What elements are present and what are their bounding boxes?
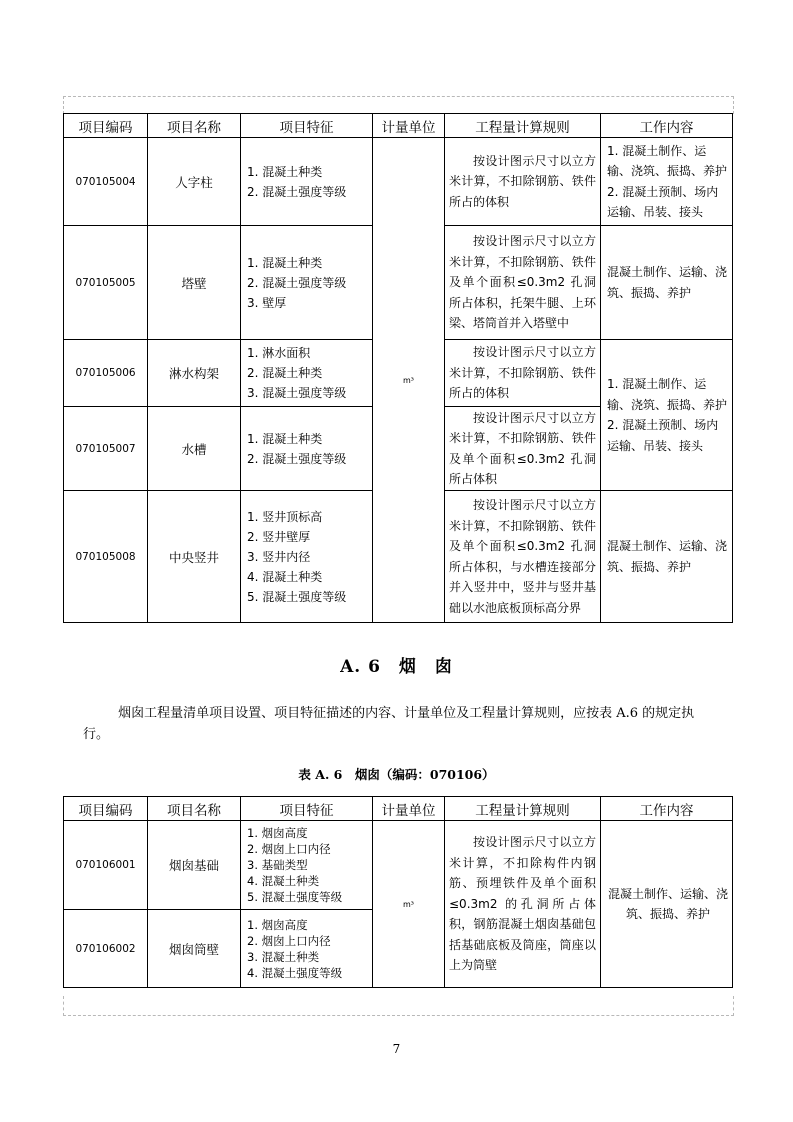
header-work: 工作内容 — [601, 797, 733, 821]
item-features — [241, 910, 373, 988]
item-features — [241, 138, 373, 226]
unit-cell: m³ — [373, 138, 445, 623]
table-header-row — [64, 797, 733, 821]
work-content: 混凝土制作、运输、浇筑、振捣、养护 — [601, 491, 733, 623]
feature: 3. 壁厚 — [247, 295, 287, 310]
page-frame-top — [63, 96, 734, 114]
item-features — [241, 407, 373, 491]
feature: 2. 竖井壁厚 — [247, 529, 311, 544]
item-name: 人字柱 — [148, 138, 241, 226]
feature: 3. 竖井内径 — [247, 549, 311, 564]
feature: 3. 混凝土强度等级 — [247, 386, 347, 400]
section-paragraph: 烟囱工程量清单项目设置、项目特征描述的内容、计量单位及工程量计算规则，应按表 A.6 的规定执行。 — [83, 706, 695, 742]
item-features — [241, 226, 373, 340]
item-code: 070106002 — [64, 910, 148, 988]
item-name: 塔壁 — [148, 226, 241, 340]
work-content: 混凝土制作、运输、浇筑、振捣、养护 — [601, 821, 733, 988]
feature: 2. 混凝土强度等级 — [247, 275, 347, 290]
header-features: 项目特征 — [241, 114, 373, 138]
header-name: 项目名称 — [148, 797, 241, 821]
feature: 5. 混凝土强度等级 — [247, 589, 347, 604]
item-name: 中央竖井 — [148, 491, 241, 623]
feature: 1. 混凝土种类 — [247, 164, 323, 179]
header-rule: 工程量计算规则 — [445, 797, 601, 821]
item-name: 淋水构架 — [148, 340, 241, 407]
header-code: 项目编码 — [64, 797, 148, 821]
section-title: A. 6 烟 囱 — [340, 657, 453, 677]
feature: 3. 基础类型 — [247, 858, 308, 872]
item-name: 烟囱筒壁 — [148, 910, 241, 988]
calc-rule: 按设计图示尺寸以立方米计算，不扣除钢筋、铁件及单个面积≤0.3m2 孔洞所占体积，托架牛腿、上环梁、塔筒首并入塔壁中 — [445, 226, 601, 340]
header-rule: 工程量计算规则 — [445, 114, 601, 138]
unit-cell: m³ — [373, 821, 445, 988]
item-code: 070105004 — [64, 138, 148, 226]
header-work: 工作内容 — [601, 114, 733, 138]
work-content: 混凝土制作、运输、浇筑、振捣、养护 — [601, 226, 733, 340]
item-features — [241, 821, 373, 910]
table-row — [64, 138, 733, 226]
feature: 2. 烟囱上口内径 — [247, 933, 331, 948]
page-frame-bottom — [63, 996, 734, 1016]
item-code: 070105008 — [64, 491, 148, 623]
header-unit: 计量单位 — [373, 797, 445, 821]
table-a6 — [63, 796, 733, 988]
table-caption: 表 A. 6 烟囱（编码：070106） — [298, 767, 495, 782]
item-features — [241, 491, 373, 623]
feature: 4. 混凝土强度等级 — [247, 965, 343, 980]
item-features — [241, 340, 373, 407]
item-name: 水槽 — [148, 407, 241, 491]
header-unit: 计量单位 — [373, 114, 445, 138]
table-a5-continued — [63, 113, 733, 623]
table-row — [64, 821, 733, 910]
work-content: 1. 混凝土制作、运输、浇筑、振捣、养护 2. 混凝土预制、场内运输、吊装、接头 — [601, 138, 733, 226]
feature: 1. 烟囱高度 — [247, 917, 308, 932]
feature: 2. 混凝土强度等级 — [247, 451, 347, 466]
feature: 1. 混凝土种类 — [247, 431, 323, 446]
feature: 2. 混凝土强度等级 — [247, 184, 347, 199]
calc-rule: 按设计图示尺寸以立方米计算，不扣除钢筋、铁件所占的体积 — [445, 138, 601, 226]
calc-rule: 按设计图示尺寸以立方米计算，不扣除钢筋、铁件及单个面积≤0.3m2 孔洞所占体积 — [445, 407, 601, 491]
feature: 1. 混凝土种类 — [247, 255, 323, 270]
calc-rule: 按设计图示尺寸以立方米计算，不扣除钢筋、铁件所占的体积 — [445, 340, 601, 407]
feature: 1. 淋水面积 — [247, 346, 311, 360]
calc-rule: 按设计图示尺寸以立方米计算，不扣除构件内钢筋、预埋铁件及单个面积≤0.3m2 的孔洞所占体积，钢筋混凝土烟囱基础包括基础底板及筒座，筒座以上为筒壁 — [445, 821, 601, 988]
feature: 5. 混凝土强度等级 — [247, 890, 343, 904]
feature: 2. 混凝土种类 — [247, 366, 323, 380]
item-name: 烟囱基础 — [148, 821, 241, 910]
table-header-row — [64, 114, 733, 138]
item-code: 070105005 — [64, 226, 148, 340]
item-code: 070105007 — [64, 407, 148, 491]
item-code: 070105006 — [64, 340, 148, 407]
header-name: 项目名称 — [148, 114, 241, 138]
work-content: 1. 混凝土制作、运输、浇筑、振捣、养护 2. 混凝土预制、场内运输、吊装、接头 — [601, 340, 733, 491]
feature: 4. 混凝土种类 — [247, 569, 323, 584]
header-features: 项目特征 — [241, 797, 373, 821]
feature: 2. 烟囱上口内径 — [247, 842, 331, 856]
item-code: 070106001 — [64, 821, 148, 910]
feature: 1. 竖井顶标高 — [247, 509, 323, 524]
feature: 1. 烟囱高度 — [247, 826, 308, 840]
feature: 3. 混凝土种类 — [247, 949, 320, 964]
page-number: 7 — [392, 1042, 401, 1056]
calc-rule: 按设计图示尺寸以立方米计算，不扣除钢筋、铁件及单个面积≤0.3m2 孔洞所占体积，与水槽连接部分并入竖井中，竖井与竖井基础以水池底板顶标高分界 — [445, 491, 601, 623]
feature: 4. 混凝土种类 — [247, 874, 320, 888]
header-code: 项目编码 — [64, 114, 148, 138]
